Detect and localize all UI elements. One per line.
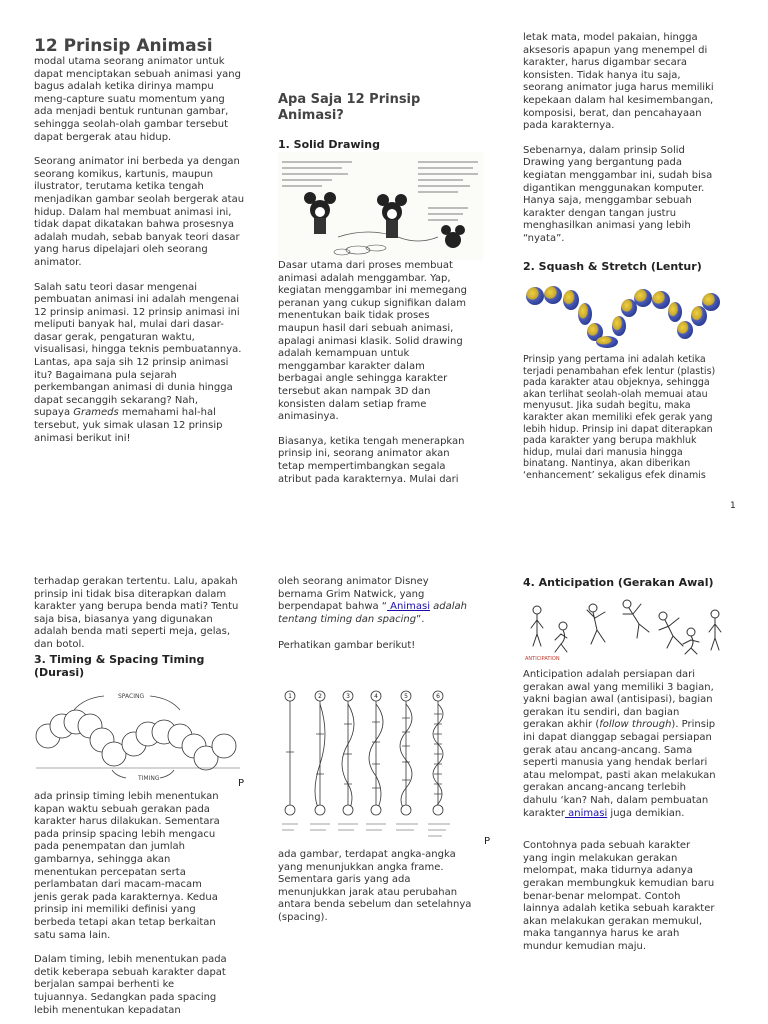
italic-text: Grameds: [73, 407, 119, 419]
frame-number-label: 1: [288, 693, 292, 700]
paragraph: Seorang animator ini berbeda ya dengan seorang komikus, kartunis, maupun ilustrator, terutama ketika tengah menjadikan gambar seolah bergerak atau hidup. Dalam hal membuat animasi ini, tidak dapat dikatakan bahwa prosesnya adalah mudah, sebab banyak teori dasar yang harus dipelajari oleh seorang animator.: [34, 156, 245, 268]
col1-top: [34, 56, 256, 445]
timing-spacing-image: [34, 684, 242, 784]
paragraph: terhadap gerakan tertentu. Lalu, apakah prinsip ini tidak bisa diterapkan dalam karakter yang berupa benda mati? Tentu saja bisa, biasanya yang digunakan adalah benda mati seperti meja, gelas, dan botol.: [34, 576, 239, 650]
col2-top-body: [278, 260, 490, 486]
paragraph-text: juga demikian.: [607, 807, 685, 819]
subheading-timing-spacing: 3. Timing & Spacing Timing (Durasi): [34, 652, 205, 679]
subheading-squash-stretch: 2. Squash & Stretch (Lentur): [523, 259, 702, 273]
col2-bottom-body: [278, 849, 494, 925]
paragraph: modal utama seorang animator untuk dapat menciptakan sebuah animasi yang bagus adalah ketika dirinya mampu meng-capture suatu momentum yang ada menjadi bentuk runtunan gambar, sehingga seolah-olah gambar tersebut dapat bergerak atau hidup.: [34, 56, 241, 143]
anticipation-figures-image: [523, 598, 729, 662]
italic-text: follow through: [599, 719, 672, 731]
paragraph: Dalam timing, lebih menentukan pada detik keberapa sebuah karakter dapat berjalan sampai berhenti ke tujuannya. Sedangkan pada spacing lebih menentukan kepadatan: [34, 954, 227, 1016]
frame-number-label: 2: [318, 693, 322, 700]
paragraph-text: ”.: [416, 613, 425, 625]
paragraph: [278, 576, 500, 626]
paragraph-marker: P: [484, 836, 491, 847]
frame-number-label: 5: [404, 693, 408, 700]
paragraph: Prinsip yang pertama ini adalah ketika terjadi penambahan efek lentur (plastis) pada karakter atau objeknya, sehingga akan terlihat seolah-olah memuai atau menyusut. Jika sudah begitu, maka karakter akan memiliki efek gerak yang lebih hidup. Prinsip ini dapat diterapkan pada karakter yang berupa makhluk hidup, mulai dari manusia hingga binatang. Nantinya, akan diberikan ‘enhancement’ sekaligus efek dinamis: [523, 354, 716, 481]
paragraph-text: oleh seorang animator Disney bernama Grim Natwick, yang berpendapat bahwa “: [278, 576, 429, 613]
animasi-link[interactable]: animasi: [564, 807, 608, 819]
subheading-anticipation: 4. Anticipation (Gerakan Awal): [523, 576, 714, 589]
col1-bottom: [34, 576, 256, 679]
col1-bottom-body: [34, 791, 256, 1017]
bouncing-balls-image: [523, 282, 723, 350]
col3-top-body: [523, 354, 749, 482]
solid-drawing-figure: [278, 152, 483, 260]
frame-spacing-chart-image: [278, 684, 478, 846]
italic-text: adalah tentang timing dan spacing: [278, 601, 468, 625]
frame-number-label: 4: [374, 693, 378, 700]
timing-spacing-figure: [34, 684, 242, 784]
section-heading: Apa Saja 12 Prinsip Animasi?: [278, 92, 421, 123]
paragraph-text: ). Prinsip ini dapat dianggap sebagai persiapan gerak atau ancang-ancang. Sama seperti manusia yang hendak berlari atau melompat, pasti akan melakukan gerakan ancang-ancang terlebih dahulu ‘kan? Nah, dalam pembuatan karakter: [523, 719, 716, 819]
paragraph: Perhatikan gambar berikut!: [278, 640, 416, 652]
squash-stretch-figure: [523, 282, 723, 350]
paragraph-text: Anticipation adalah persiapan dari gerakan awal yang memiliki 3 bagian, yakni bagian awal (antisipasi), bagian gerakan itu sendiri, dan bagian gerakan akhir (: [523, 669, 714, 731]
paragraph: [34, 282, 256, 446]
paragraph: Biasanya, ketika tengah menerapkan prinsip ini, seorang animator akan tetap mempertimbangkan segala atribut pada karakternya. Mulai dari: [278, 435, 465, 485]
paragraph-text: Salah satu teori dasar mengenai pembuatan animasi ini adalah mengenai 12 prinsip animasi. 12 prinsip animasi ini meliputi banyak hal, mulai dari dasar- dasar gerak, pengaturan waktu, visualisasi, hingga teknis pembuatannya. Lantas, apa saja sih 12 prinsip animasi itu? Bagaimana pula sejarah perkembangan animasi di dunia hingga dapat secanggih sekarang? Nah, supaya: [34, 281, 242, 419]
paragraph-text: memahami hal-hal tersebut, yuk simak ulasan 12 prinsip animasi berikut ini!: [34, 407, 223, 444]
paragraph: Contohnya pada sebuah karakter yang ingin melakukan gerakan melompat, maka tidurnya adanya gerakan membungkuk kemudian baru benar-benar melompat. Contoh lainnya adalah ketika sebuah karakter akan melakukan gerakan memukul, maka tangannya harus ke arah mundur kemudian maju.: [523, 840, 715, 952]
frame-number-label: 6: [436, 693, 440, 700]
col3-bottom-body: [523, 669, 747, 953]
mickey-sketch-image: [278, 152, 483, 260]
col2-bottom: [278, 576, 500, 653]
anticipation-label: ANTICIPATION: [525, 656, 560, 662]
paragraph: ada gambar, terdapat angka-angka yang menunjukkan angka frame. Sementara garis yang ada menunjukkan jarak atau perubahan antara benda sebelum dan setelahnya (spacing).: [278, 849, 472, 923]
spacing-label: SPACING: [118, 693, 145, 700]
paragraph: Dasar utama dari proses membuat animasi adalah menggambar. Yap, kegiatan menggambar ini memegang peranan yang cukup signifikan dalam menentukan baik tidak proses maupun hasil dari sebuah animasi, apalagi animasi klasik. Solid drawing adalah kemampuan untuk menggambar karakter dalam berbagai angle sehingga karakter tersebut akan nampak 3D dan konsisten dalam setiap frame animasinya.: [278, 260, 467, 423]
frame-numbers-figure: [278, 684, 478, 846]
paragraph: Sebenarnya, dalam prinsip Solid Drawing yang bergantung pada kegiatan menggambar ini, sudah bisa digantikan menggunakan komputer. Hanya saja, menggambar sebuah karakter dengan tangan justru menghasilkan animasi yang lebih “nyata”.: [523, 144, 713, 244]
page-title: 12 Prinsip Animasi: [34, 36, 213, 56]
col2-top: [278, 92, 498, 151]
paragraph: [523, 669, 747, 820]
animasi-link[interactable]: Animasi: [386, 601, 430, 613]
anticipation-figure: [523, 598, 729, 662]
col3-top: [523, 32, 745, 273]
frame-number-label: 3: [346, 693, 350, 700]
paragraph: ada prinsip timing lebih menentukan kapan waktu sebuah gerakan pada karakter harus dilakukan. Sementara pada prinsip spacing lebih mengacu pada penempatan dan jumlah gambarnya, sehingga akan menentukan percepatan serta perlambatan dari macam-macam jenis gerak pada karakternya. Kedua prinsip ini memiliki definisi yang berbeda tetapi akan tetap berkaitan satu sama lain.: [34, 791, 220, 941]
paragraph: letak mata, model pakaian, hingga aksesoris apapun yang menempel di karakter, harus digambar secara konsisten. Tidak hanya itu saja, seorang animator juga harus memiliki kepekaan dalam hal kesimembangan, komposisi, berat, dan pencahayaan pada karakternya.: [523, 32, 714, 132]
page-number: 1: [730, 501, 736, 511]
paragraph-marker: P: [238, 778, 245, 789]
subheading-solid-drawing: 1. Solid Drawing: [278, 138, 381, 151]
timing-label: TIMING: [138, 775, 160, 782]
col3-bottom: [523, 576, 745, 589]
